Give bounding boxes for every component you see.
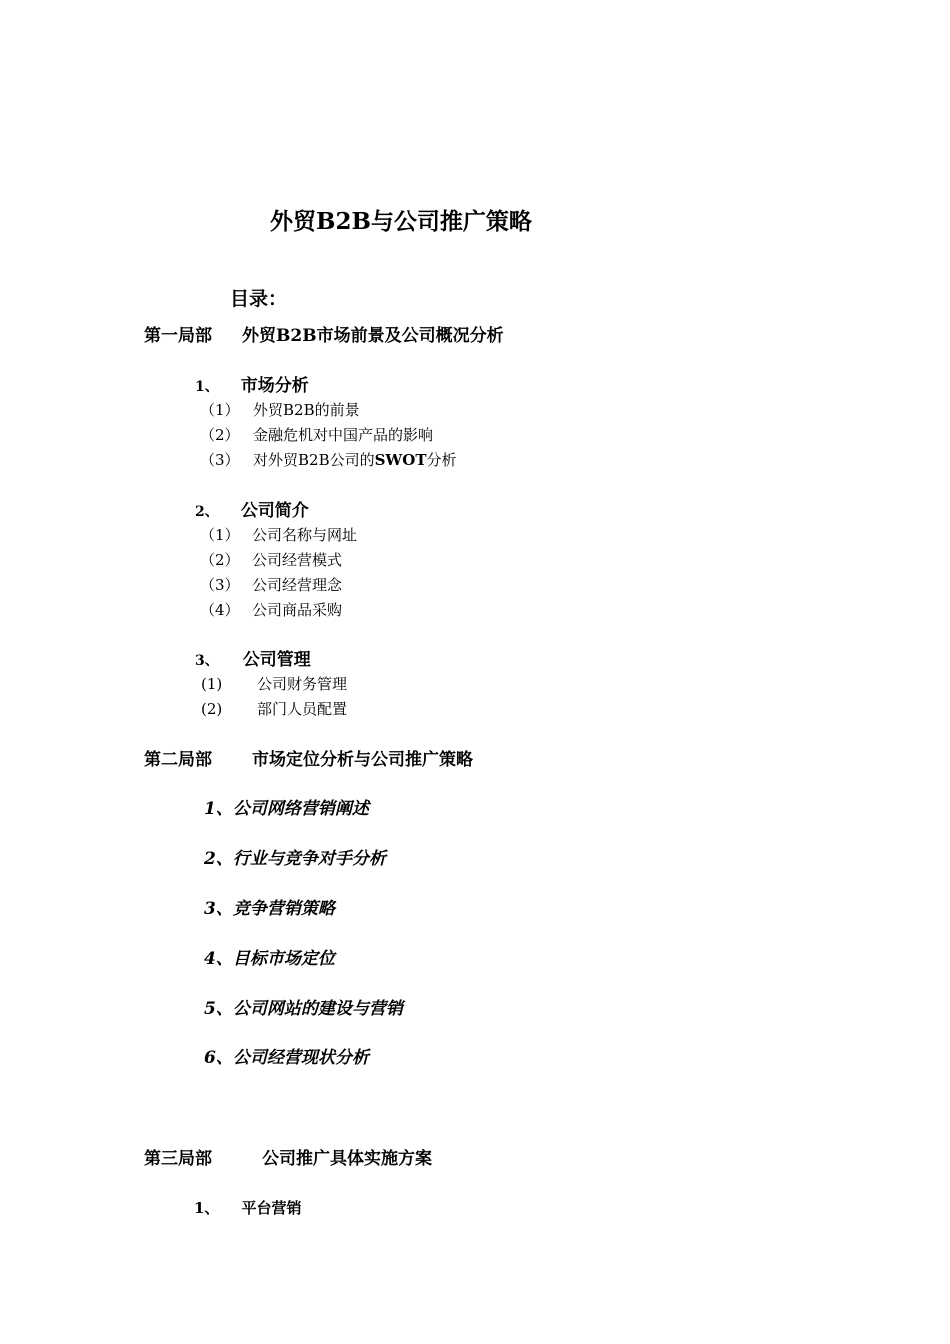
part2-text: 市场定位分析与公司推广策略 [252,750,473,770]
part1-section3-heading [195,652,311,669]
toc-item: （3） 对外贸B2B公司的SWOT分析 [200,451,457,469]
section-number: 1、 [195,379,219,395]
part1-section2-heading [195,503,309,520]
part2-item: 1、公司网络营销阐述 [204,799,369,819]
part2-heading [144,752,473,769]
section-number: 1、 [194,1199,220,1217]
section-number: 3、 [195,653,219,669]
part2-item: 3、竞争营销策略 [204,899,335,919]
toc-item: （3） 公司经营理念 [200,576,343,594]
part2-item: 5、公司网站的建设与营销 [204,999,403,1019]
toc-label: 目录： [230,288,288,310]
part1-heading [144,328,504,345]
toc-item: （2） 公司经营模式 [200,551,343,569]
toc-item: (2) 部门人员配置 [201,700,348,718]
part1-label: 第一局部 [144,326,212,346]
swot-term: SWOT [374,451,427,469]
document-title: 外贸B2B与公司推广策略 [270,208,532,235]
part2-label: 第二局部 [144,750,212,770]
part3-heading [144,1151,432,1168]
part2-item: 4、目标市场定位 [204,949,335,969]
part2-item: 6、公司经营现状分析 [204,1048,369,1068]
part3-label: 第三局部 [144,1149,212,1169]
toc-item: （4） 公司商品采购 [200,601,343,619]
toc-item: （2） 金融危机对中国产品的影响 [200,426,434,444]
section-title: 市场分析 [240,376,309,396]
toc-item: (1) 公司财务管理 [201,675,348,693]
part1-text: 外贸B2B市场前景及公司概况分析 [242,326,504,346]
toc-item: （1） 公司名称与网址 [200,526,358,544]
part2-item: 2、行业与竞争对手分析 [204,849,386,869]
part3-section1-heading [194,1201,301,1216]
part3-text: 公司推广具体实施方案 [262,1149,432,1169]
section-title: 平台营销 [241,1199,302,1217]
section-title: 公司管理 [242,650,311,670]
section-number: 2、 [195,504,219,520]
part1-section1-heading [195,378,309,395]
toc-item: （1） 外贸B2B的前景 [200,401,360,419]
section-title: 公司简介 [240,501,309,521]
